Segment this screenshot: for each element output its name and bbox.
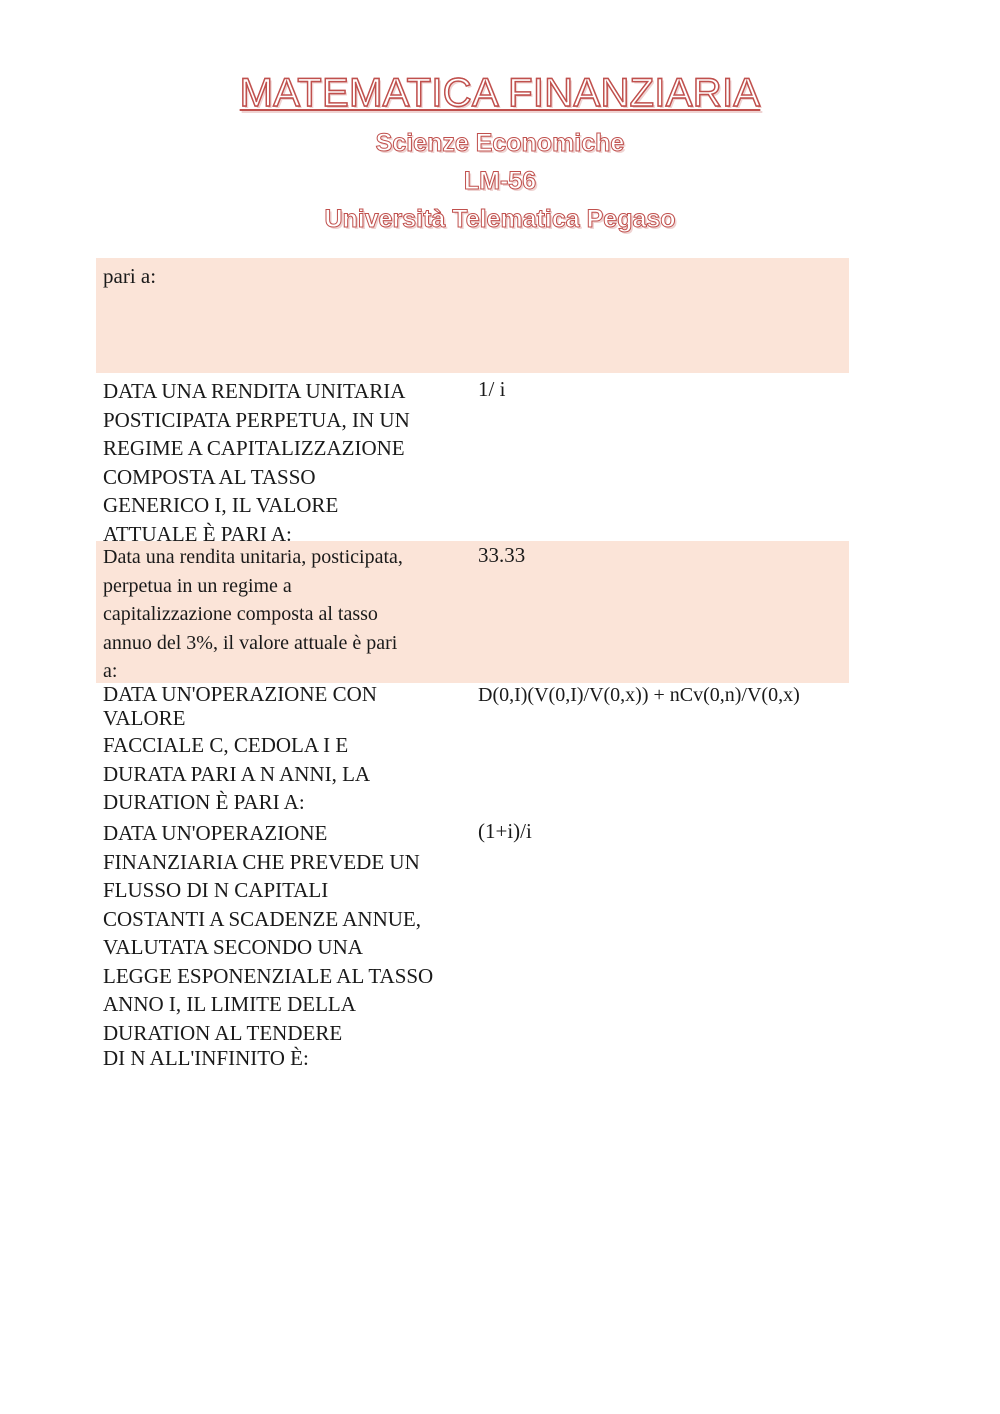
question-line: a: [103,660,118,682]
question-line: COMPOSTA AL TASSO [103,464,316,489]
course-name: Scienze Economiche [375,129,625,157]
question-line: DI N ALL'INFINITO È: [103,1046,309,1070]
question-line: perpetua in un regime a [103,574,292,597]
answer-cell [472,262,849,373]
question-line: FACCIALE C, CEDOLA I E [103,733,349,757]
question-line: FLUSSO DI N CAPITALI [103,878,329,902]
qa-row [96,373,849,546]
question-line: DURATA PARI A N ANNI, LA [103,761,371,786]
question-cell [96,543,472,683]
document-title: MATEMATICA FINANZIARIA [239,71,761,115]
document-header [0,62,1000,238]
answer-cell: D(0,I)(V(0,I)/V(0,x)) + nCv(0,n)/V(0,x) [478,684,800,706]
qa-table [96,258,849,1075]
question-line: capitalizzazione composta al tasso [103,603,378,625]
question-line: DATA UN'OPERAZIONE [103,821,328,845]
question-line: annuo del 3%, il valore attuale è pari [103,631,398,654]
qa-row [96,815,849,1075]
question-line: Data una rendita unitaria, posticipata, [103,546,403,568]
answer-cell: (1+i)/i [478,819,532,843]
question-line: VALUTATA SECONDO UNA [103,935,363,959]
question-line: DATA UNA RENDITA UNITARIA [103,379,406,403]
question-line: REGIME A CAPITALIZZAZIONE [103,436,405,460]
question-cell [96,262,472,373]
question-line: DATA UN'OPERAZIONE CON [103,682,377,706]
question-line: VALORE [103,706,186,730]
question-line: POSTICIPATA PERPETUA, IN UN [103,407,410,432]
question-line: ANNO I, IL LIMITE DELLA [103,992,356,1016]
qa-row [96,683,849,815]
question-line: ATTUALE È PARI A: [103,521,292,546]
question-line: LEGGE ESPONENZIALE AL TASSO [103,963,434,988]
university-name: Università Telematica Pegaso [324,205,676,233]
question-cell [96,819,472,1075]
question-cell [96,377,472,546]
qa-row [96,541,849,683]
question-line: DURATION È PARI A: [103,790,305,814]
question-cell [96,683,472,815]
question-line: COSTANTI A SCADENZE ANNUE, [103,906,421,931]
course-code: LM-56 [463,167,537,195]
question-line: FINANZIARIA CHE PREVEDE UN [103,849,420,874]
qa-row [96,258,849,373]
question-line: GENERICO I, IL VALORE [103,493,339,517]
question-line: DURATION AL TENDERE [103,1020,343,1045]
answer-cell: 33.33 [478,543,526,567]
question-line: pari a: [103,264,157,288]
answer-cell: 1/ i [478,377,506,401]
